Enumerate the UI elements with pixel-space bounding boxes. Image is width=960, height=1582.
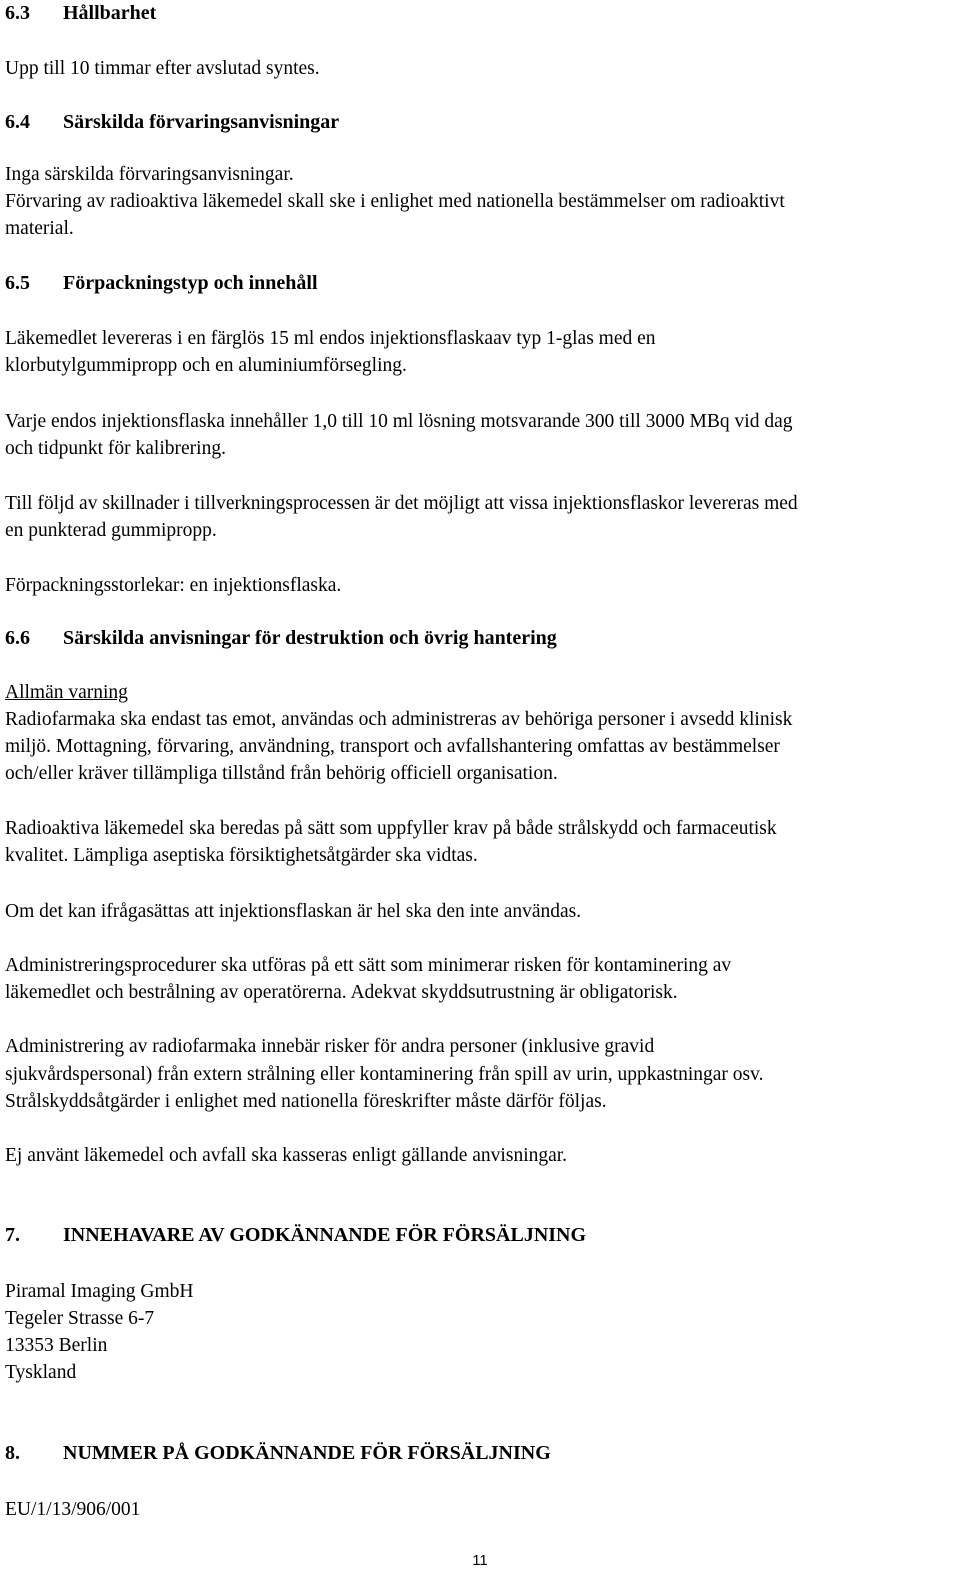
section-title: INNEHAVARE AV GODKÄNNANDE FÖR FÖRSÄLJNING <box>63 1224 587 1246</box>
authorization-number: EU/1/13/906/001 <box>5 1499 141 1520</box>
section-title: Särskilda anvisningar för destruktion och övrig hantering <box>63 627 557 649</box>
section-number: 6.3 <box>5 2 30 24</box>
paragraph-line: Administreringsprocedurer ska utföras på ett sätt som minimerar risken för kontaminering av <box>5 955 732 976</box>
section-7-heading <box>5 1222 586 1249</box>
subheading-general-warning: Allmän varning <box>5 682 128 703</box>
paragraph-line: miljö. Mottagning, förvaring, användning, transport och avfallshantering omfattas av bestämmelser <box>5 736 780 757</box>
paragraph-line: Förvaring av radioaktiva läkemedel skall ske i enlighet med nationella bestämmelser om radioaktivt <box>5 191 785 212</box>
paragraph-line: och tidpunkt för kalibrering. <box>5 438 226 459</box>
address-country: Tyskland <box>5 1362 77 1383</box>
paragraph: Ej använt läkemedel och avfall ska kasseras enligt gällande anvisningar. <box>5 1145 568 1166</box>
paragraph-line: Radiofarmaka ska endast tas emot, användas och administreras av behöriga personer i avsedd klinisk <box>5 709 793 730</box>
paragraph: Upp till 10 timmar efter avslutad syntes. <box>5 58 320 79</box>
section-title: Särskilda förvaringsanvisningar <box>63 111 340 133</box>
paragraph-line: Läkemedlet levereras i en färglös 15 ml endos injektionsflaskaav typ 1-glas med en <box>5 328 656 349</box>
page-number: 11 <box>472 1552 488 1569</box>
section-title: NUMMER PÅ GODKÄNNANDE FÖR FÖRSÄLJNING <box>63 1442 551 1464</box>
section-number: 6.4 <box>5 111 30 133</box>
address-company: Piramal Imaging GmbH <box>5 1281 194 1302</box>
paragraph: Om det kan ifrågasättas att injektionsflaskan är hel ska den inte användas. <box>5 901 582 922</box>
paragraph: Förpackningsstorlekar: en injektionsflaska. <box>5 575 342 596</box>
section-title: Hållbarhet <box>63 2 157 24</box>
paragraph-line: klorbutylgummipropp och en aluminiumförsegling. <box>5 355 407 376</box>
section-number: 8. <box>5 1442 20 1464</box>
paragraph-line: Till följd av skillnader i tillverkningsprocessen är det möjligt att vissa injektionsflaskor levereras med <box>5 493 798 514</box>
address-city: 13353 Berlin <box>5 1335 108 1356</box>
section-number: 7. <box>5 1224 20 1246</box>
paragraph-line: sjukvårdspersonal) från extern strålning eller kontaminering från spill av urin, uppkastningar osv. <box>5 1064 764 1085</box>
paragraph-line: kvalitet. Lämpliga aseptiska försiktighetsåtgärder ska vidtas. <box>5 845 478 866</box>
paragraph-line: Strålskyddsåtgärder i enlighet med nationella föreskrifter måste därför följas. <box>5 1091 607 1112</box>
section-number: 6.5 <box>5 272 30 294</box>
paragraph-line: Radioaktiva läkemedel ska beredas på sätt som uppfyller krav på både strålskydd och farmaceutisk <box>5 818 777 839</box>
paragraph-line: läkemedlet och bestrålning av operatörerna. Adekvat skyddsutrustning är obligatorisk. <box>5 982 678 1003</box>
section-6-3-heading <box>5 0 156 27</box>
paragraph-line: material. <box>5 218 74 239</box>
paragraph-line: Administrering av radiofarmaka innebär risker för andra personer (inklusive gravid <box>5 1036 655 1057</box>
section-8-heading <box>5 1440 551 1467</box>
section-title: Förpackningstyp och innehåll <box>63 272 318 294</box>
paragraph-line: och/eller kräver tillämpliga tillstånd från behörig officiell organisation. <box>5 763 558 784</box>
section-number: 6.6 <box>5 627 30 649</box>
address-street: Tegeler Strasse 6-7 <box>5 1308 155 1329</box>
section-6-5-heading <box>5 270 318 297</box>
paragraph-line: Inga särskilda förvaringsanvisningar. <box>5 164 294 185</box>
paragraph-line: en punkterad gummipropp. <box>5 520 217 541</box>
section-6-6-heading <box>5 625 557 652</box>
paragraph-line: Varje endos injektionsflaska innehåller 1,0 till 10 ml lösning motsvarande 300 till 3000 MBq vid dag <box>5 411 793 432</box>
section-6-4-heading <box>5 109 339 136</box>
